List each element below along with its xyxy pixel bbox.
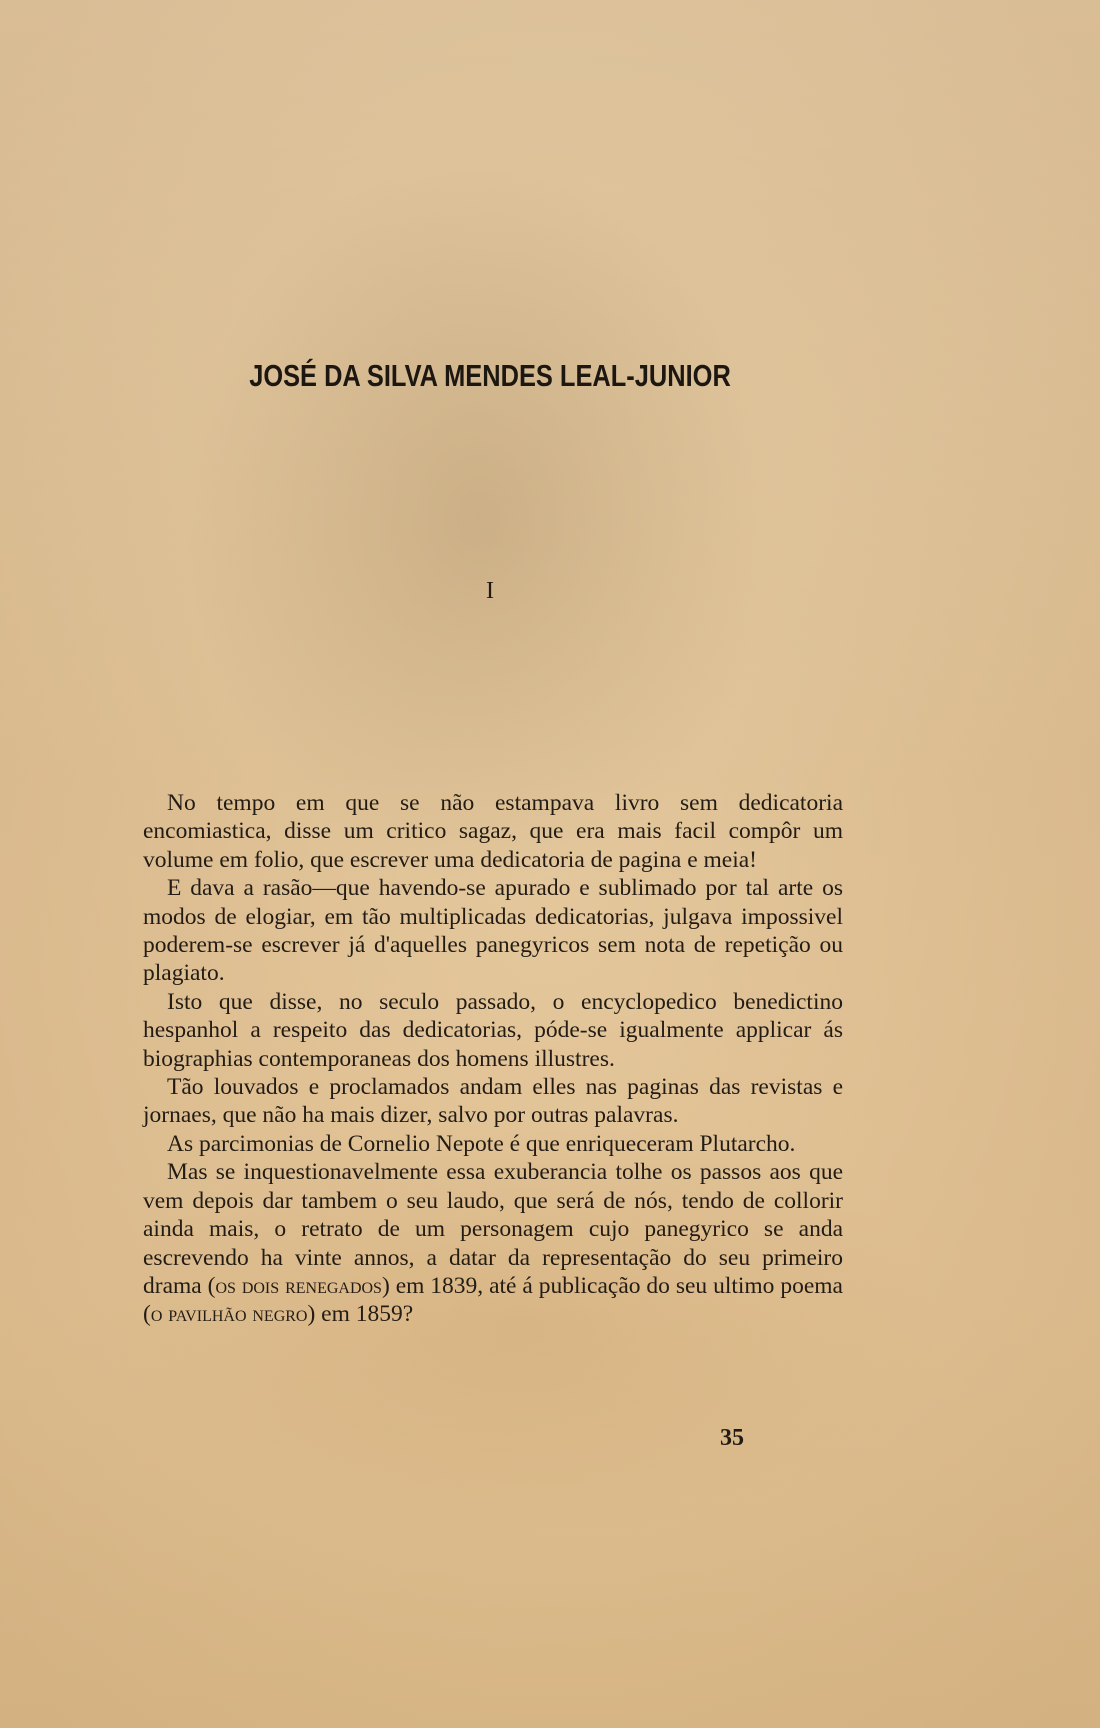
paragraph-6-text-b: ) em 1839, até á publicação do seu ultimo poema ( [143,1272,843,1328]
paragraph-4: Tão louvados e proclamados andam elles nas paginas das revistas e jornaes, que não ha mais dizer, salvo por outras palavras. [143,1074,843,1129]
body-text [143,789,843,1329]
paragraph-5: As parcimonias de Cornelio Nepote é que enriqueceram Plutarcho. [167,1130,796,1157]
paragraph-1: No tempo em que se não estampava livro sem dedicatoria encomiastica, disse um critico sagaz, que era mais facil compôr um volume em folio, que escrever uma dedicatoria de pagina e meia! [143,790,843,873]
paragraph-6 [143,1158,843,1328]
page-number: 35 [720,1425,744,1451]
paragraph-3: Isto que disse, no seculo passado, o encyclopedico benedictino hespanhol a respeito das dedicatorias, póde-se igualmente applicar ás biographias contemporaneas dos homens illustres. [143,988,843,1072]
section-numeral: I [486,578,494,604]
poem-title: o pavilhão negro [150,1301,308,1328]
article-title: JOSÉ DA SILVA MENDES LEAL-JUNIOR [249,358,731,393]
paragraph-6-text-a: Mas se inquestionavelmente essa exuberancia tolhe os passos aos que vem depois dar tambem o seu laudo, que será de nós, tendo de collorir ainda mais, o retrato de um personagem cujo panegyrico se anda escrevendo ha vinte annos, a datar da representação do seu primeiro drama ( [143,1159,843,1299]
drama-title: os dois renegados [215,1272,382,1299]
paragraph-2: E dava a rasão—que havendo-se apurado e sublimado por tal arte os modos de elogiar, em tão multiplicadas dedicatorias, julgava impossivel poderem-se escrever já d'aquelles panegyricos sem nota de repetição ou plagiato. [143,875,843,987]
paragraph-6-text-c: ) em 1859? [307,1301,414,1328]
